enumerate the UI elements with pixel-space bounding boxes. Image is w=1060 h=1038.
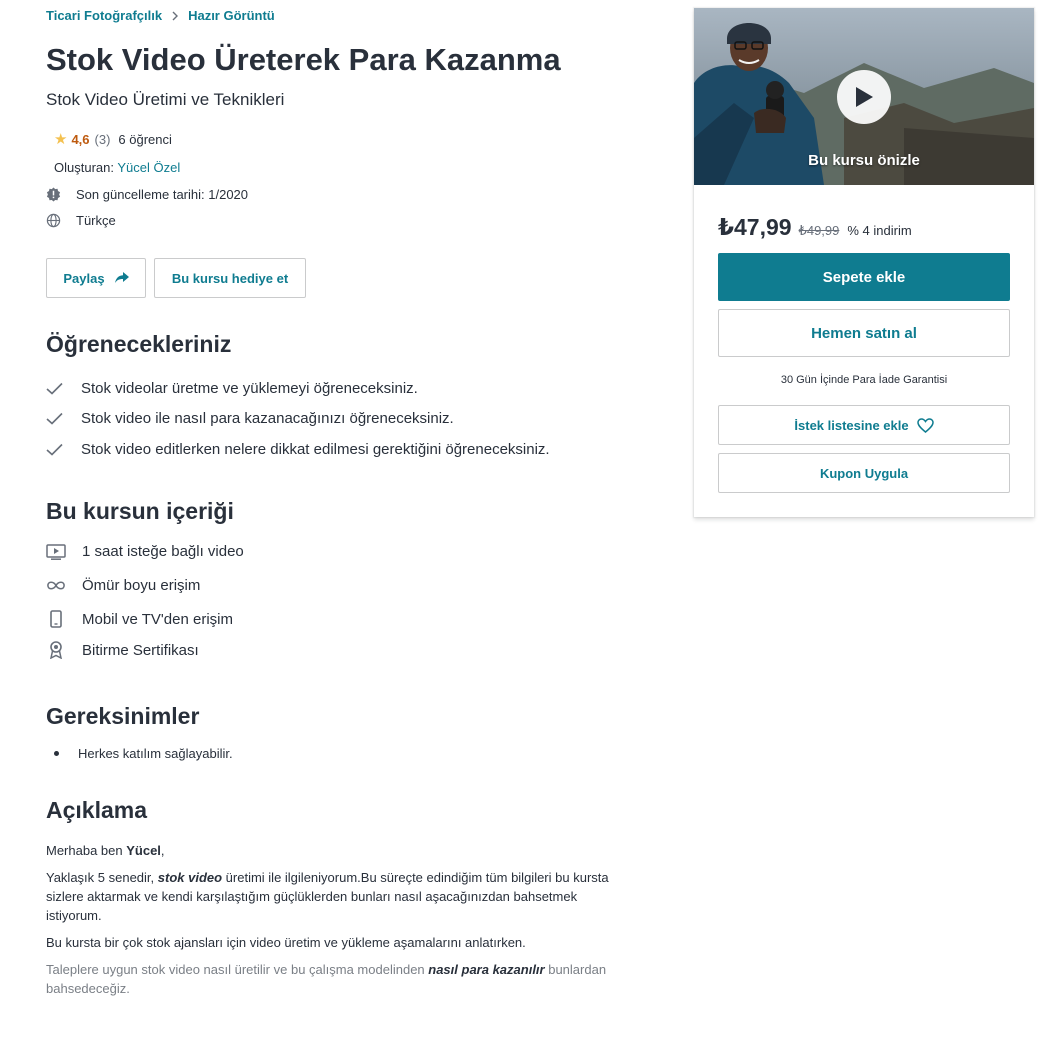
check-icon [46, 412, 63, 425]
language-text: Türkçe [76, 213, 116, 228]
star-icon: ★ [54, 131, 68, 148]
breadcrumb [46, 8, 275, 23]
mobile-icon [46, 610, 66, 628]
include-item-text: Bitirme Sertifikası [82, 641, 199, 659]
include-item-text: Ömür boyu erişim [82, 577, 201, 594]
add-to-cart-button[interactable]: Sepete ekle [718, 253, 1010, 301]
creator [54, 160, 180, 175]
bullet-icon [54, 751, 59, 756]
rating-value: 4,6 [71, 131, 90, 147]
share-button[interactable] [46, 258, 146, 298]
includes-section-title: Bu kursun içeriği [46, 498, 234, 524]
check-icon [46, 382, 63, 395]
check-icon [46, 443, 63, 456]
heart-icon [917, 418, 934, 433]
discount-badge: % 4 indirim [847, 223, 912, 238]
breadcrumb-item-stock-footage[interactable]: Hazır Görüntü [188, 8, 275, 23]
page-title: Stok Video Üreterek Para Kazanma [46, 42, 561, 77]
learn-item-text: Stok video editlerken nelere dikkat edilmesi gerektiğini öğreneceksiniz. [81, 441, 550, 458]
language [46, 213, 116, 228]
infinity-icon [46, 580, 66, 591]
description-paragraph: Yaklaşık 5 senedir, stok video üretimi ile ilgileniyorum.Bu süreçte edindiğim tüm bilgileri bu kursta sizlere aktarmak ve kendi karşılaştığım güçlüklerden bunları nasıl aşacağınızdan bahsetmek istiyorum. [46, 870, 609, 923]
current-price: ₺47,99 [718, 214, 792, 240]
gift-course-button[interactable]: Bu kursu hediye et [154, 258, 306, 298]
requirement-item [54, 746, 233, 761]
breadcrumb-item-commercial-photography[interactable]: Ticari Fotoğrafçılık [46, 8, 163, 23]
learn-item-text: Stok videolar üretme ve yüklemeyi öğreneceksiniz. [81, 380, 418, 397]
description-paragraph: Taleplere uygun stok video nasıl üretilir ve bu çalışma modelinden nasıl para kazanılır bunlardan bahsedeceğiz. [46, 962, 607, 996]
learn-item-text: Stok video ile nasıl para kazanacağınızı öğreneceksiniz. [81, 410, 454, 427]
play-icon [837, 70, 891, 124]
include-item [46, 543, 244, 560]
include-item-text: 1 saat isteğe bağlı video [82, 543, 244, 560]
certificate-icon [46, 641, 66, 659]
original-price: ₺49,99 [798, 223, 840, 238]
alert-badge-icon [46, 187, 61, 202]
requirement-text: Herkes katılım sağlayabilir. [78, 746, 233, 761]
globe-icon [46, 213, 61, 228]
share-label: Paylaş [63, 270, 105, 286]
last-updated [46, 187, 248, 202]
include-item [46, 577, 200, 594]
creator-label: Oluşturan: [54, 160, 114, 175]
purchase-sidebar [694, 8, 1034, 517]
learn-item [46, 380, 418, 397]
share-icon [115, 272, 129, 284]
description-paragraph: Bu kursta bir çok stok ajansları için video üretim ve yükleme aşamalarını anlatırken. [46, 935, 526, 950]
include-item [46, 641, 199, 659]
last-updated-text: Son güncelleme tarihi: 1/2020 [76, 187, 249, 202]
include-item [46, 610, 233, 628]
price-row [718, 214, 912, 241]
video-icon [46, 544, 66, 560]
description-section-title: Açıklama [46, 797, 148, 823]
learn-item [46, 441, 550, 458]
course-preview[interactable] [694, 8, 1034, 185]
include-item-text: Mobil ve TV'den erişim [82, 610, 233, 628]
wishlist-label: İstek listesine ekle [794, 417, 909, 433]
chevron-right-icon [171, 11, 179, 21]
preview-label: Bu kursu önizle [808, 152, 920, 169]
learn-item [46, 410, 454, 427]
money-back-guarantee: 30 Gün İçinde Para İade Garantisi [780, 374, 948, 386]
rating-count[interactable]: (3) [94, 131, 111, 147]
course-subtitle: Stok Video Üretimi ve Teknikleri [46, 90, 285, 109]
learn-section-title: Öğrenecekleriniz [46, 331, 232, 357]
student-count: 6 öğrenci [118, 131, 172, 147]
add-to-wishlist-button[interactable] [718, 405, 1010, 445]
buy-now-button[interactable]: Hemen satın al [718, 309, 1010, 357]
description-paragraph: Merhaba ben Yücel, [46, 843, 165, 858]
requirements-section-title: Gereksinimler [46, 703, 200, 729]
rating-row [54, 130, 172, 148]
apply-coupon-button[interactable]: Kupon Uygula [718, 453, 1010, 493]
creator-link[interactable]: Yücel Özel [117, 160, 181, 175]
